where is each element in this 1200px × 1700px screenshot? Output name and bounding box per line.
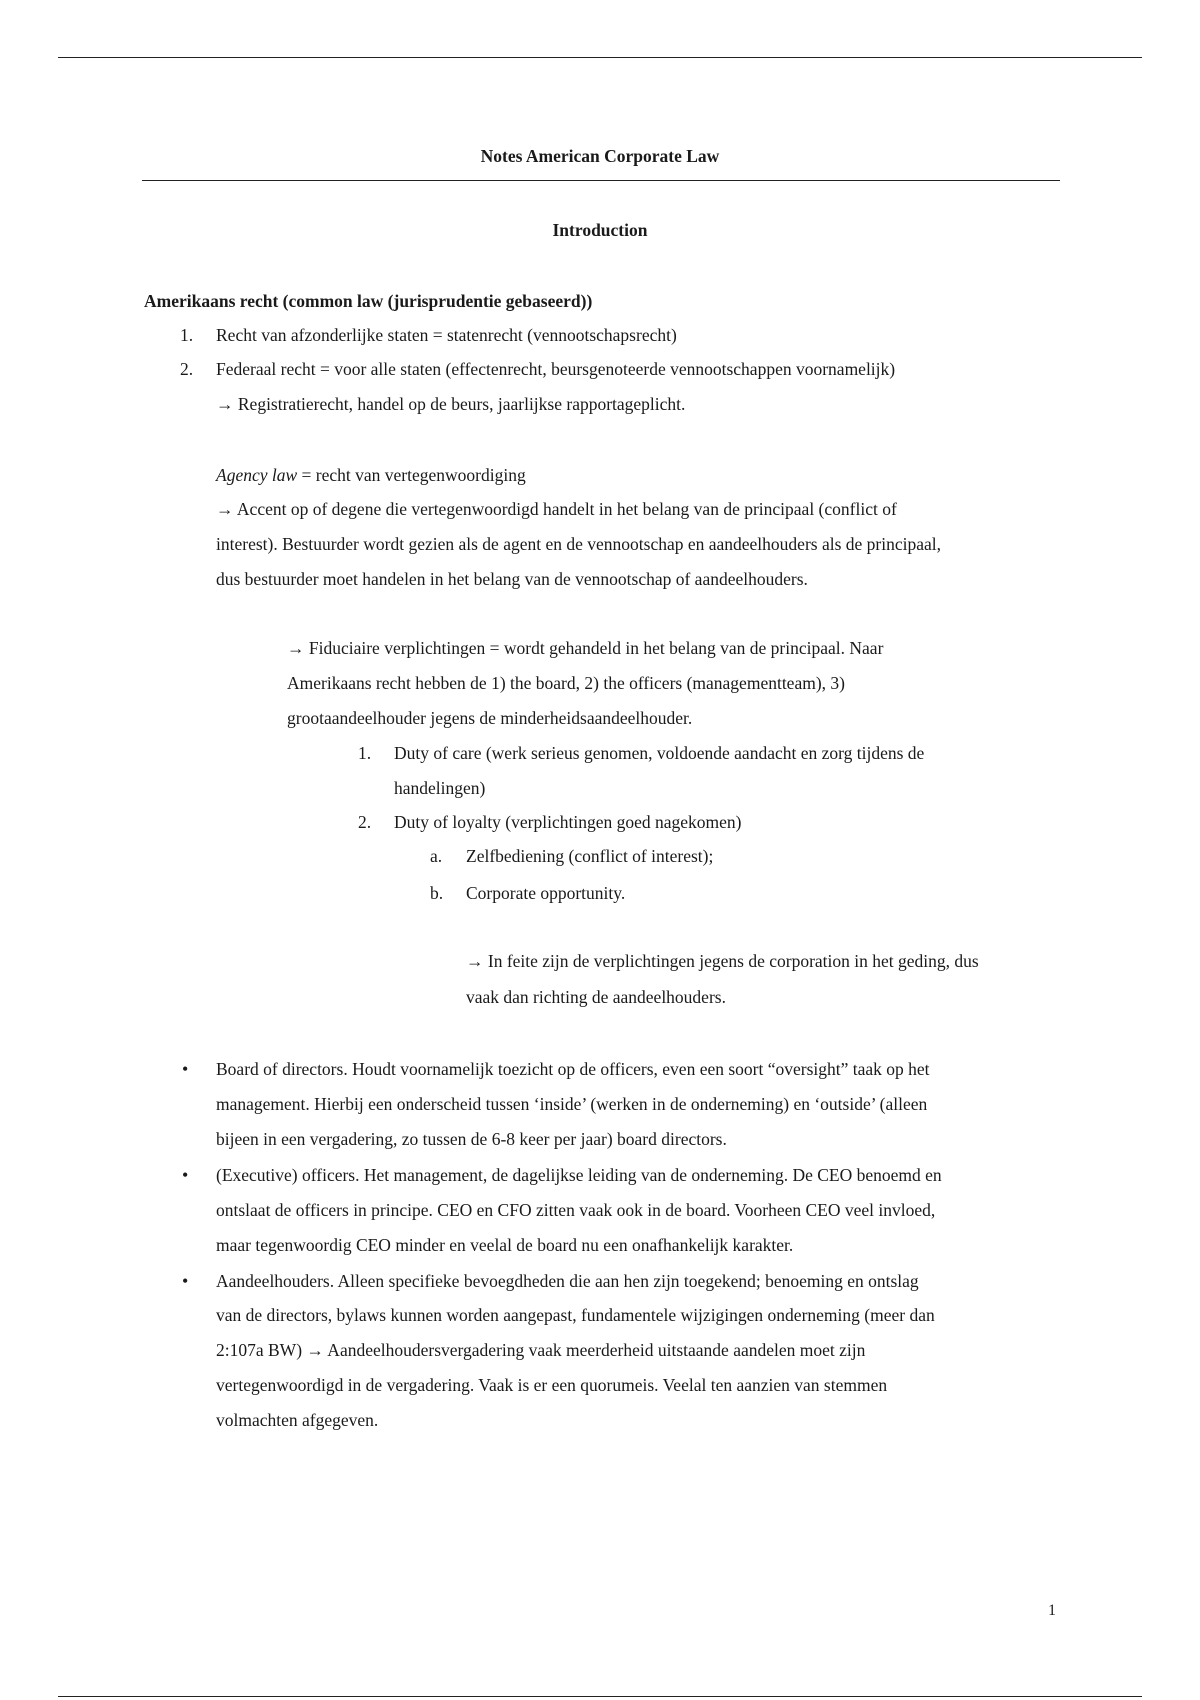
paragraph-line: → Fiduciaire verplichtingen = wordt gehandeld in het belang van de principaal. Naar [287,638,884,658]
registratie-note: → Registratierecht, handel op de beurs, jaarlijkse rapportageplicht. [216,394,686,414]
bullet-marker: • [182,1059,189,1079]
paragraph-line: → Accent op of degene die vertegenwoordigd handelt in het belang van de principaal (conflict of [216,499,897,519]
list-marker: b. [430,883,444,903]
list-item: Federaal recht = voor alle staten (effectenrecht, beursgenoteerde vennootschappen voornamelijk) [216,359,896,379]
list-item-continuation: handelingen) [394,778,486,798]
bottom-page-rule [58,1696,1142,1697]
paragraph-line: Amerikaans recht hebben de 1) the board, 2) the officers (managementteam), 3) [287,673,845,693]
title-underline [142,180,1060,181]
bullet-line: (Executive) officers. Het management, de dagelijkse leiding van de onderneming. De CEO benoemd en [216,1165,942,1185]
list-marker: 1. [358,743,372,763]
bullet-line: Board of directors. Houdt voornamelijk toezicht op de officers, even een soort “oversight” taak op het [216,1059,930,1079]
bullet-marker: • [182,1165,189,1185]
list-marker: 2. [180,359,194,379]
bullet-line: 2:107a BW) → Aandeelhoudersvergadering vaak meerderheid uitstaande aandelen moet zijn [216,1340,866,1360]
bullet-line: management. Hierbij een onderscheid tussen ‘inside’ (werken in de onderneming) en ‘outside’ (alleen [216,1094,928,1114]
list-marker: 1. [180,325,194,345]
list-item: Corporate opportunity. [466,883,626,903]
document-title: Notes American Corporate Law [480,146,720,166]
bullet-line: vertegenwoordigd in de vergadering. Vaak is er een quorumeis. Veelal ten aanzien van stemmen [216,1375,888,1395]
bullet-line: volmachten afgegeven. [216,1410,379,1430]
agency-law-definition [216,464,526,486]
top-page-rule [58,57,1142,58]
list-item: Duty of care (werk serieus genomen, voldoende aandacht en zorg tijdens de [394,743,925,763]
list-item: Recht van afzonderlijke staten = statenrecht (vennootschapsrecht) [216,325,677,345]
list-marker: 2. [358,812,372,832]
bullet-line: maar tegenwoordig CEO minder en veelal de board nu een onafhankelijk karakter. [216,1235,794,1255]
section-heading: Introduction [552,220,648,240]
paragraph-line: grootaandeelhouder jegens de minderheidsaandeelhouder. [287,708,693,728]
list-item: Zelfbediening (conflict of interest); [466,846,714,866]
agency-law-term: Agency law [216,465,298,485]
paragraph-line: interest). Bestuurder wordt gezien als de agent en de vennootschap en aandeelhouders als de principaal, [216,534,942,554]
bullet-line: van de directors, bylaws kunnen worden aangepast, fundamentele wijzigingen onderneming (meer dan [216,1305,935,1325]
page-number: 1 [1048,1602,1056,1619]
list-marker: a. [430,846,443,866]
bullet-line: bijeen in een vergadering, zo tussen de 6-8 keer per jaar) board directors. [216,1129,727,1149]
paragraph-line: dus bestuurder moet handelen in het belang van de vennootschap of aandeelhouders. [216,569,808,589]
list-item: Duty of loyalty (verplichtingen goed nagekomen) [394,812,742,832]
bullet-marker: • [182,1271,189,1291]
bullet-line: ontslaat de officers in principe. CEO en CFO zitten vaak ook in de board. Voorheen CEO veel invloed, [216,1200,936,1220]
paragraph-line: vaak dan richting de aandeelhouders. [466,987,726,1007]
paragraph-line: → In feite zijn de verplichtingen jegens de corporation in het geding, dus [466,951,979,971]
subheading: Amerikaans recht (common law (jurisprudentie gebaseerd)) [144,291,593,311]
agency-law-meaning: = recht van vertegenwoordiging [297,465,526,485]
bullet-line: Aandeelhouders. Alleen specifieke bevoegdheden die aan hen zijn toegekend; benoeming en ontslag [216,1271,919,1291]
